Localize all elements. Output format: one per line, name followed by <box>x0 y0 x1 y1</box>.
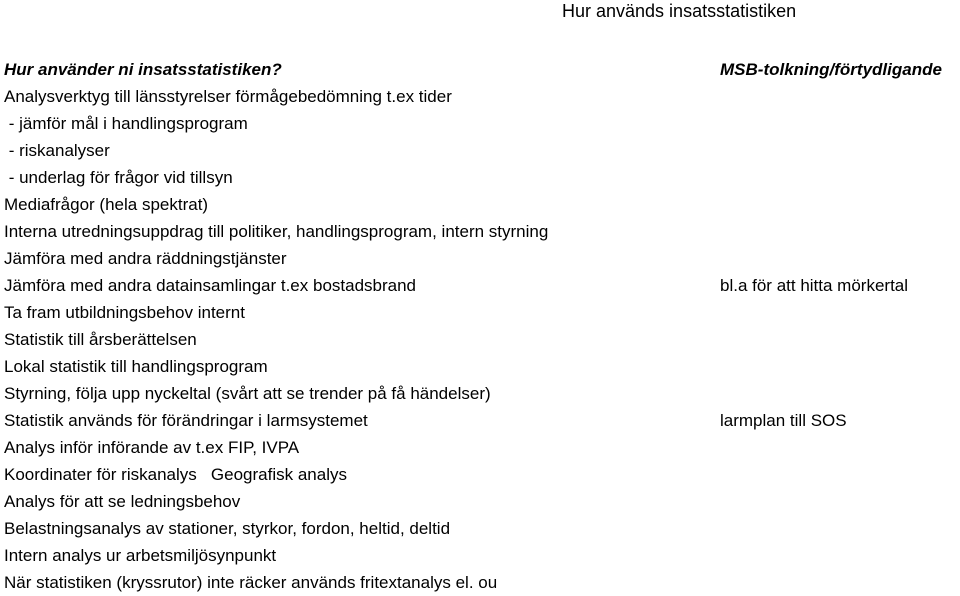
usage-line: Ta fram utbildningsbehov internt <box>4 303 245 322</box>
usage-line: Lokal statistik till handlingsprogram <box>4 357 268 376</box>
usage-line: Jämföra med andra räddningstjänster <box>4 249 287 268</box>
note-bostadsbrand: bl.a för att hitta mörkertal <box>720 276 909 295</box>
usage-line: Styrning, följa upp nyckeltal (svårt att se trender på få händelser) <box>4 384 491 403</box>
usage-line: Statistik används för förändringar i larmsystemet <box>4 411 368 430</box>
usage-line: Statistik till årsberättelsen <box>4 330 197 349</box>
usage-list <box>4 56 644 596</box>
usage-line: Analys för att se ledningsbehov <box>4 492 241 511</box>
usage-line: När statistiken (kryssrutor) inte räcker används fritextanalys el. ou <box>4 573 498 592</box>
usage-line: - riskanalyser <box>4 141 110 160</box>
usage-line: - jämför mål i handlingsprogram <box>4 114 248 133</box>
msb-heading: MSB-tolkning/förtydligande <box>720 60 942 79</box>
usage-line: Interna utredningsuppdrag till politiker, handlingsprogram, intern styrning <box>4 222 549 241</box>
usage-heading: Hur använder ni insatsstatistiken? <box>4 60 282 79</box>
note-larmsystem: larmplan till SOS <box>720 411 847 430</box>
usage-line: Jämföra med andra datainsamlingar t.ex bostadsbrand <box>4 276 417 295</box>
usage-line: Intern analys ur arbetsmiljösynpunkt <box>4 546 277 565</box>
page-title: Hur används insatsstatistiken <box>562 1 797 21</box>
usage-line: Analys inför införande av t.ex FIP, IVPA <box>4 438 300 457</box>
usage-line: Analysverktyg till länsstyrelser förmågebedömning t.ex tider <box>4 87 452 106</box>
usage-line: Mediafrågor (hela spektrat) <box>4 195 209 214</box>
usage-line: Koordinater för riskanalys Geografisk analys <box>4 465 347 484</box>
usage-line: - underlag för frågor vid tillsyn <box>4 168 233 187</box>
usage-line: Belastningsanalys av stationer, styrkor, fordon, heltid, deltid <box>4 519 451 538</box>
